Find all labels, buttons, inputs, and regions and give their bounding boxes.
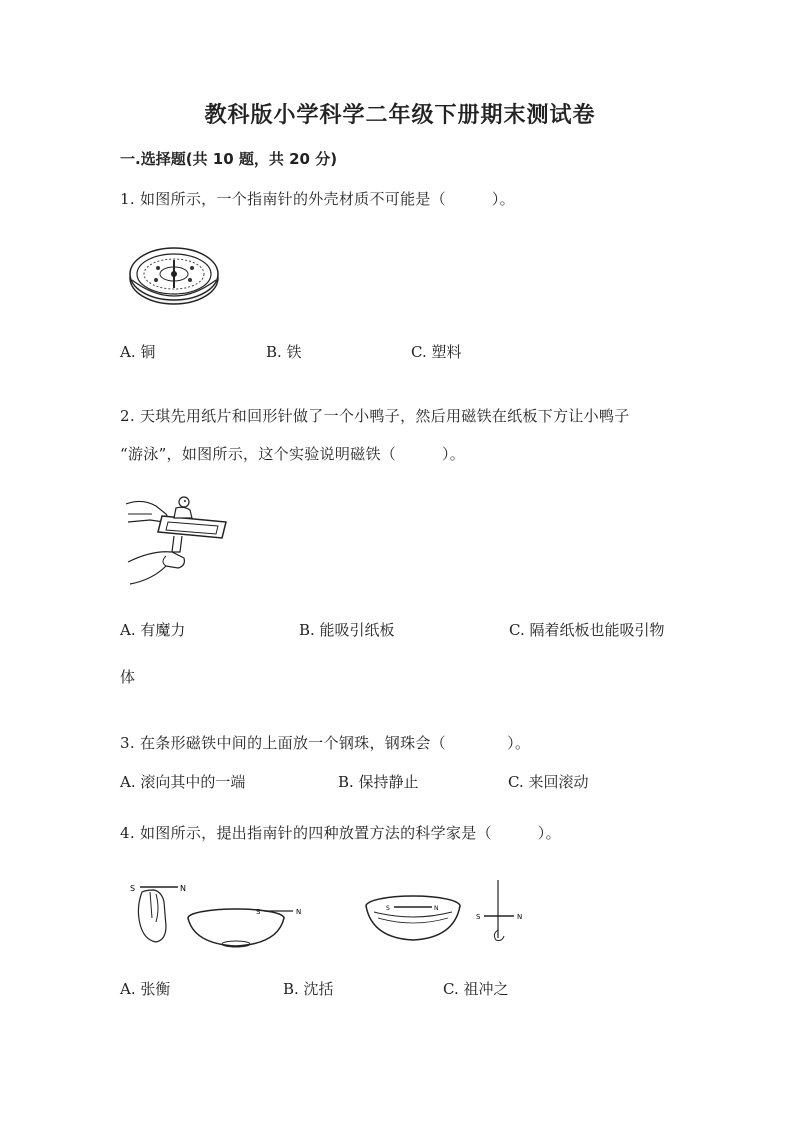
q4-option-a[interactable]: A. 张衡: [120, 980, 171, 998]
q4-option-c[interactable]: C. 祖冲之: [443, 980, 509, 998]
fig-label-s2: S: [256, 908, 261, 916]
duck-magnet-figure: [122, 492, 232, 588]
fig-label-n1: N: [180, 884, 186, 893]
q2-option-c[interactable]: C. 隔着纸板也能吸引物: [509, 621, 665, 639]
four-compass-methods-figure: [128, 878, 538, 948]
q1-option-b[interactable]: B. 铁: [266, 343, 302, 361]
fig-label-s3: S: [386, 905, 390, 912]
question-2-stem-line1: 2. 天琪先用纸片和回形针做了一个小鸭子，然后用磁铁在纸板下方让小鸭子: [120, 407, 630, 425]
question-1-stem: 1. 如图所示，一个指南针的外壳材质不可能是（ ）。: [120, 190, 515, 208]
fig-label-s1: S: [130, 884, 136, 893]
question-2-stem-line2: “游泳”，如图所示，这个实验说明磁铁（ ）。: [120, 445, 466, 463]
q1-option-a[interactable]: A. 铜: [120, 343, 156, 361]
q3-option-b[interactable]: B. 保持静止: [338, 773, 419, 791]
q4-option-b[interactable]: B. 沈括: [283, 980, 334, 998]
q2-option-a[interactable]: A. 有魔力: [120, 621, 186, 639]
q2-option-b[interactable]: B. 能吸引纸板: [299, 621, 395, 639]
q3-option-a[interactable]: A. 滚向其中的一端: [120, 773, 246, 791]
fig-label-n3: N: [434, 905, 439, 912]
fig-label-n2: N: [296, 908, 302, 916]
page-title: 教科版小学科学二年级下册期末测试卷: [204, 103, 596, 128]
question-4-stem: 4. 如图所示，提出指南针的四种放置方法的科学家是（ ）。: [120, 824, 561, 842]
compass-figure: [128, 240, 220, 312]
fig-label-s4: S: [476, 913, 481, 921]
fig-label-n4: N: [517, 913, 523, 921]
q1-option-c[interactable]: C. 塑料: [411, 343, 462, 361]
section-heading: 一.选择题(共 10 题，共 20 分): [120, 150, 338, 168]
question-3-stem: 3. 在条形磁铁中间的上面放一个钢珠，钢珠会（ ）。: [120, 734, 531, 752]
q3-option-c[interactable]: C. 来回滚动: [508, 773, 589, 791]
q2-option-c-overflow: 体: [120, 668, 136, 686]
